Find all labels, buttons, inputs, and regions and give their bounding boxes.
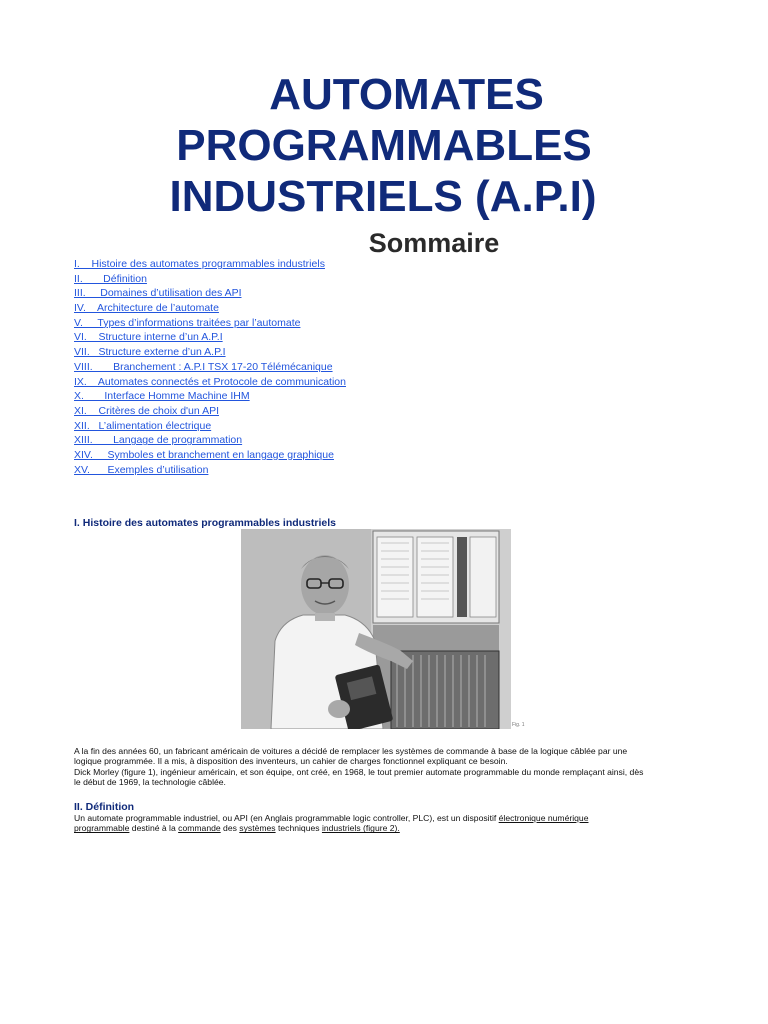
toc-item — [74, 463, 346, 478]
dick-morley-photo — [241, 529, 511, 729]
toc-item — [74, 257, 346, 272]
section-1-paragraph — [74, 746, 704, 787]
link-electronique-numerique[interactable]: électronique numérique — [498, 813, 589, 823]
toc-link-6[interactable]: VI. Structure interne d’un A.P.I — [74, 331, 223, 344]
toc-link-11[interactable]: XI. Critères de choix d'un API — [74, 404, 219, 417]
toc-item — [74, 448, 346, 463]
toc-link-14[interactable]: XIV. Symboles et branchement en langage graphique — [74, 448, 334, 461]
section-2-heading: II. Définition — [74, 801, 135, 813]
toc-link-8[interactable]: VIII. Branchement : A.P.I TSX 17-20 Télémécanique — [74, 360, 333, 373]
link-programmable[interactable]: programmable — [74, 823, 130, 834]
toc-item — [74, 345, 346, 360]
toc-link-2[interactable]: II. Définition — [74, 272, 147, 285]
definition-text: techniques — [275, 823, 322, 834]
definition-text: des — [220, 823, 240, 834]
toc-item — [74, 419, 346, 434]
paragraph-line: logique programmée. Il a mis, à disposition des inventeurs, un cahier de charges fonctionnel expliquant ce besoin. — [74, 756, 508, 767]
paragraph-line — [74, 813, 704, 823]
figure-caption: Fig. 1 — [512, 722, 525, 728]
section-2-paragraph — [74, 813, 704, 834]
definition-text: destiné à la — [129, 823, 179, 834]
toc-item — [74, 330, 346, 345]
link-systemes[interactable]: systèmes — [239, 823, 276, 834]
paragraph-line: le début de 1969, la technologie câblée. — [74, 776, 226, 787]
section-1-heading: I. Histoire des automates programmables industriels — [74, 517, 336, 529]
toc-item — [74, 272, 346, 287]
toc-link-9[interactable]: IX. Automates connectés et Protocole de communication — [74, 375, 346, 388]
table-of-contents — [74, 257, 346, 477]
toc-link-10[interactable]: X. Interface Homme Machine IHM — [74, 390, 250, 403]
link-commande[interactable]: commande — [178, 823, 221, 834]
toc-link-7[interactable]: VII. Structure externe d’un A.P.I — [74, 346, 226, 359]
toc-item — [74, 316, 346, 331]
toc-link-13[interactable]: XIII. Langage de programmation — [74, 434, 243, 447]
paragraph-line: A la fin des années 60, un fabricant américain de voitures a décidé de remplacer les systèmes de commande à base de la logique câblée par une — [74, 746, 628, 756]
toc-item — [74, 433, 346, 448]
sommaire-heading: Sommaire — [368, 228, 500, 258]
toc-item — [74, 404, 346, 419]
toc-link-5[interactable]: V. Types d’informations traitées par l’automate — [74, 316, 301, 329]
toc-item — [74, 301, 346, 316]
paragraph-line: Dick Morley (figure 1), ingénieur américain, et son équipe, ont créé, en 1968, le tout premier automate programmable du monde remplaçant ainsi, dès — [74, 766, 644, 777]
paragraph-line — [74, 823, 704, 833]
toc-item — [74, 375, 346, 390]
toc-link-1[interactable]: I. Histoire des automates programmables industriels — [74, 258, 325, 270]
toc-link-15[interactable]: XV. Exemples d’utilisation — [74, 463, 209, 476]
link-industriels[interactable]: industriels (figure 2). — [321, 823, 400, 834]
toc-link-4[interactable]: IV. Architecture de l’automate — [74, 302, 219, 315]
toc-link-12[interactable]: XII. L’alimentation électrique — [74, 419, 212, 432]
toc-link-3[interactable]: III. Domaines d’utilisation des API — [74, 287, 242, 300]
title-line-3: INDUSTRIELS (A.P.I) — [169, 172, 597, 221]
title-line-2: PROGRAMMABLES — [176, 121, 592, 170]
toc-item — [74, 360, 346, 375]
toc-item — [74, 389, 346, 404]
title-line-1: AUTOMATES — [269, 70, 544, 119]
toc-item — [74, 286, 346, 301]
definition-text: Un automate programmable industriel, ou API (en Anglais programmable logic controller, PLC), est un dispositif — [74, 813, 499, 823]
